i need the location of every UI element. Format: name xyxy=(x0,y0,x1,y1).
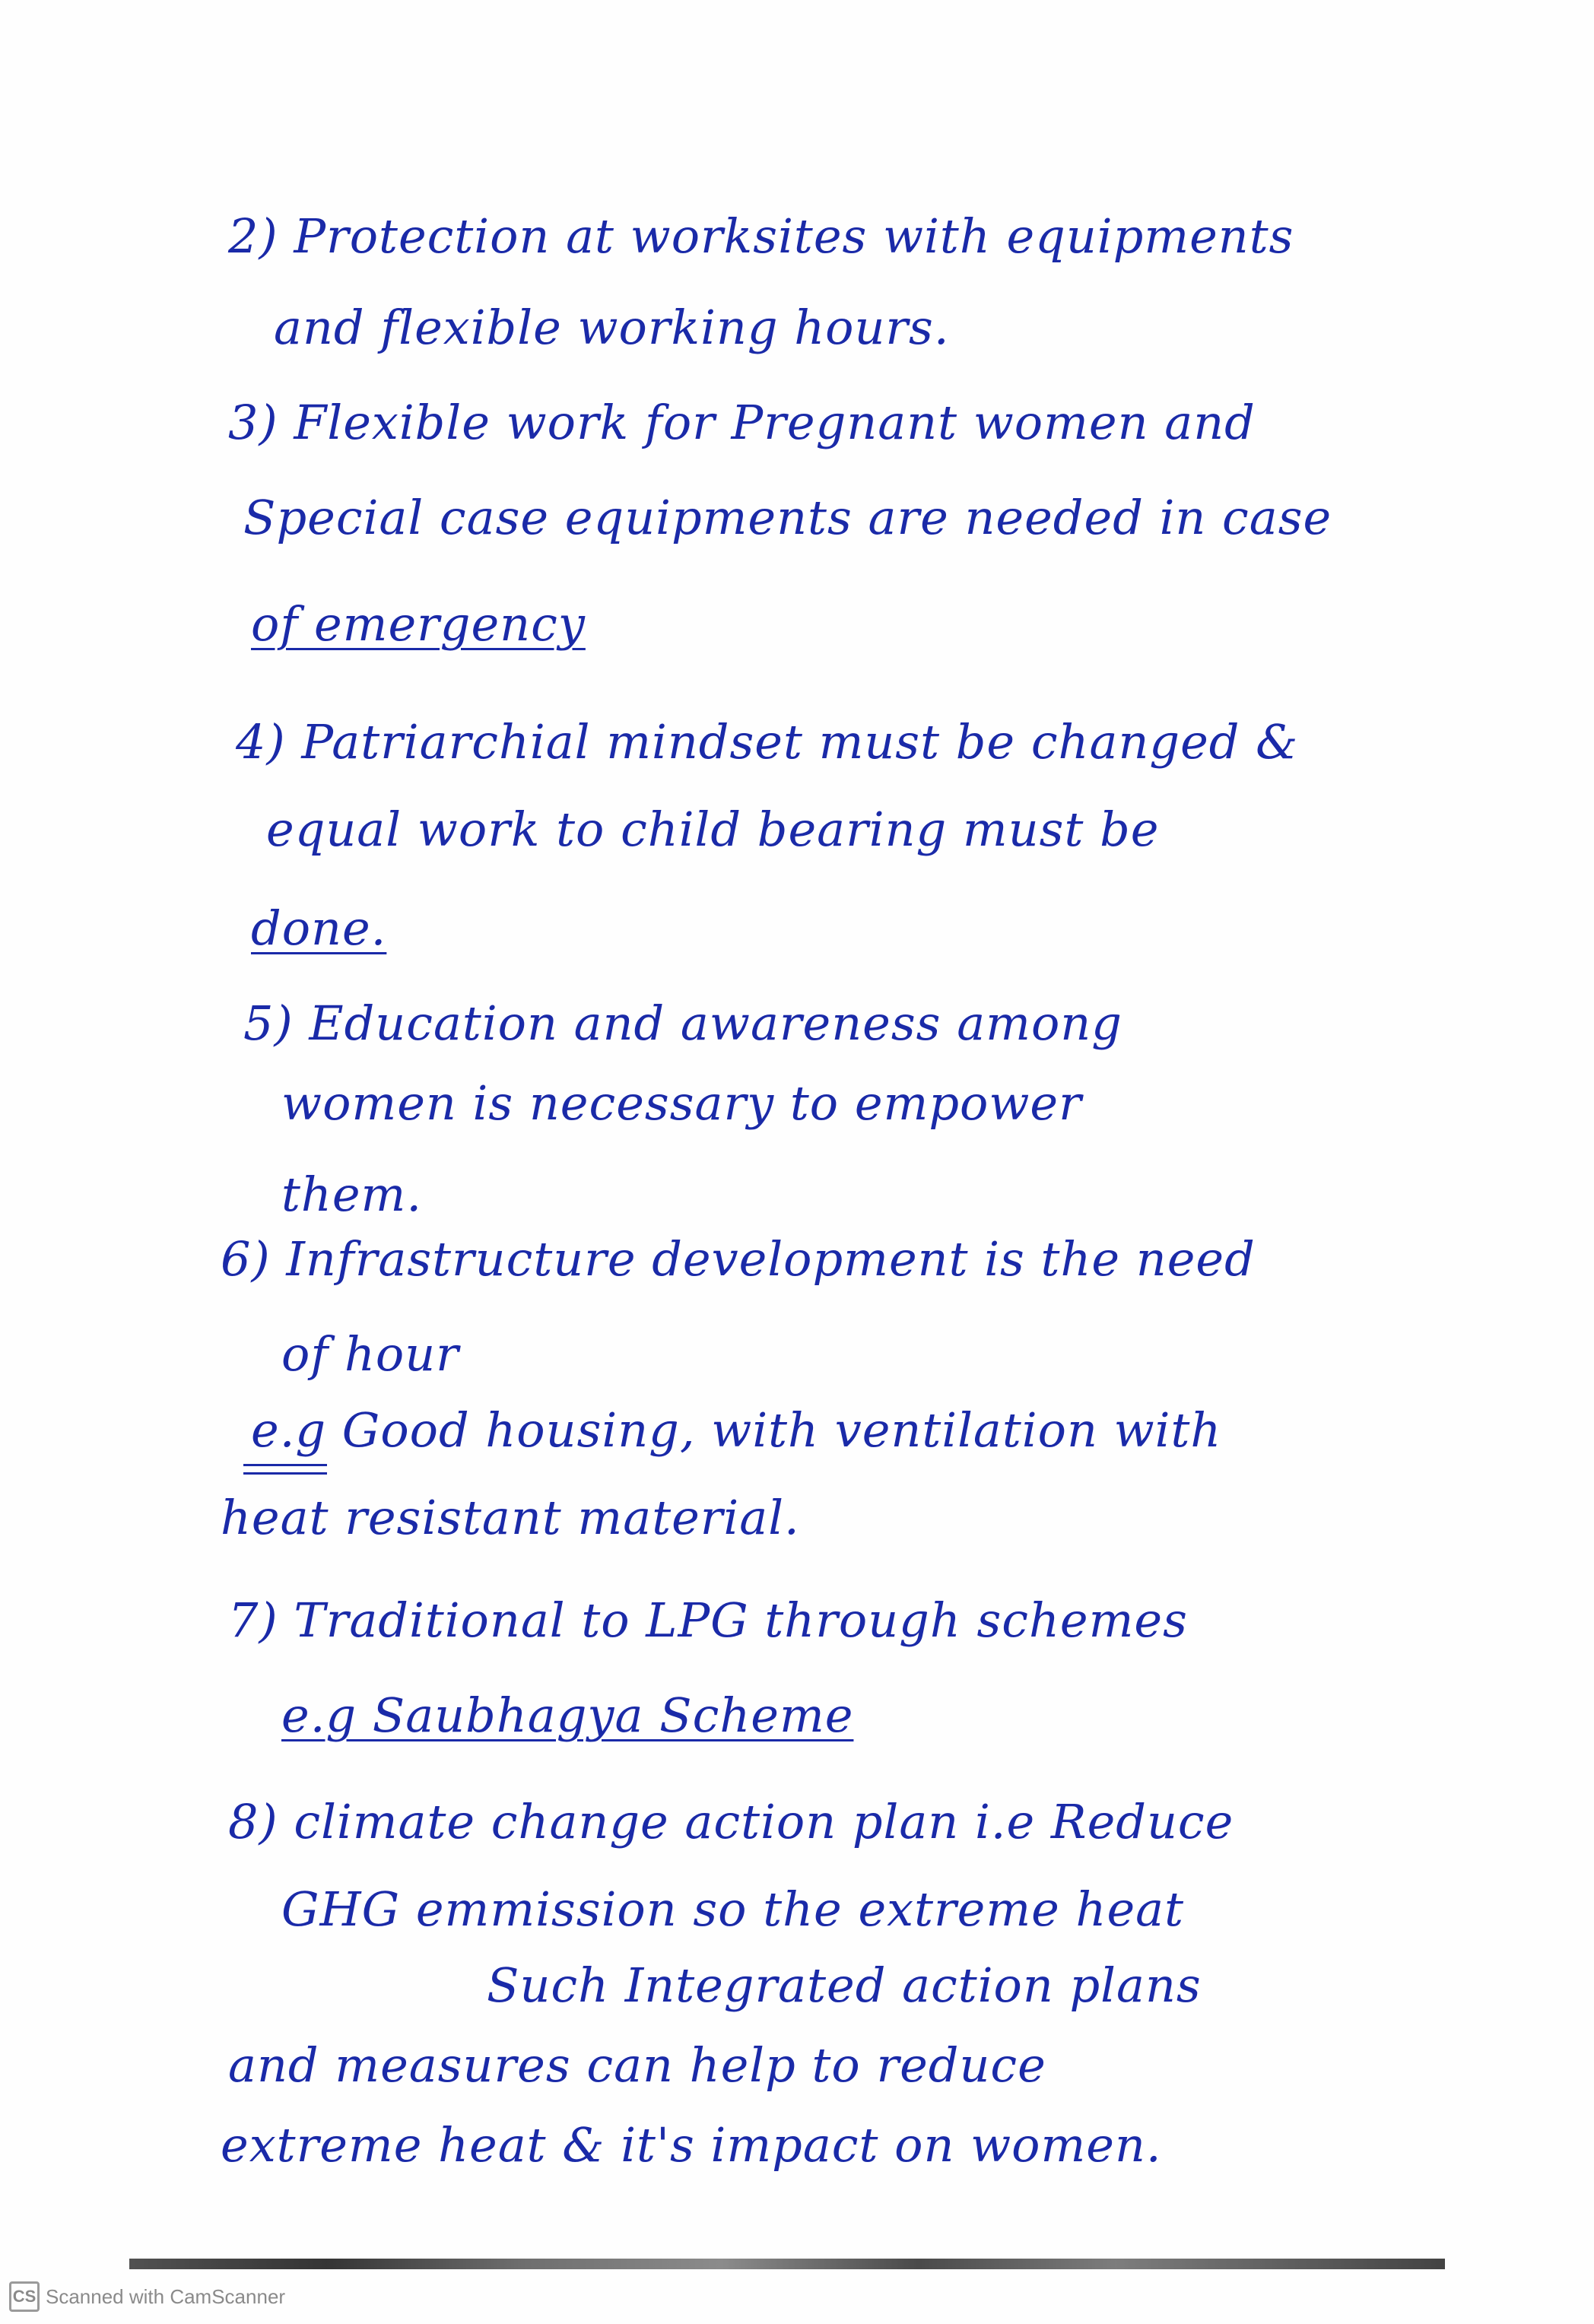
note-6-line-2: of hour xyxy=(281,1326,459,1382)
note-4-line-3: done. xyxy=(251,900,387,956)
note-3-line-2: Special case equipments are needed in case xyxy=(243,490,1332,545)
note-3-line-1: 3) Flexible work for Pregnant women and xyxy=(228,395,1256,450)
camscanner-logo-icon: CS xyxy=(9,2281,40,2312)
note-7-line-2: e.g Saubhagya Scheme xyxy=(281,1687,854,1743)
camscanner-watermark xyxy=(9,2281,285,2312)
note-6-line-4: heat resistant material. xyxy=(221,1490,800,1545)
note-8-line-3: Such Integrated action plans xyxy=(487,1957,1202,2013)
note-4-line-1: 4) Patriarchial mindset must be changed & xyxy=(236,714,1299,770)
note-2-line-1: 2) Protection at worksites with equipments xyxy=(228,208,1294,264)
note-6-line-3: e.g Good housing, with ventilation with xyxy=(251,1402,1222,1458)
note-5-line-2: women is necessary to empower xyxy=(281,1075,1082,1131)
note-3-line-3: of emergency xyxy=(251,596,586,652)
note-8-line-5: extreme heat & it's impact on women. xyxy=(221,2117,1162,2173)
note-7-line-1: 7) Traditional to LPG through schemes xyxy=(228,1592,1188,1648)
eg-underline-mark xyxy=(243,1464,327,1475)
note-4-line-2: equal work to child bearing must be xyxy=(266,802,1160,857)
note-8-line-1: 8) climate change action plan i.e Reduce xyxy=(228,1794,1234,1849)
note-5-line-3: them. xyxy=(281,1167,423,1222)
note-2-line-2: and flexible working hours. xyxy=(274,300,950,355)
note-6-line-1: 6) Infrastructure development is the need xyxy=(221,1231,1256,1287)
note-8-line-4: and measures can help to reduce xyxy=(228,2037,1046,2093)
note-8-line-2: GHG emmission so the extreme heat xyxy=(281,1881,1185,1937)
camscanner-label: Scanned with CamScanner xyxy=(46,2284,286,2308)
note-5-line-1: 5) Education and awareness among xyxy=(243,995,1122,1051)
page-edge-shadow xyxy=(129,2259,1445,2269)
